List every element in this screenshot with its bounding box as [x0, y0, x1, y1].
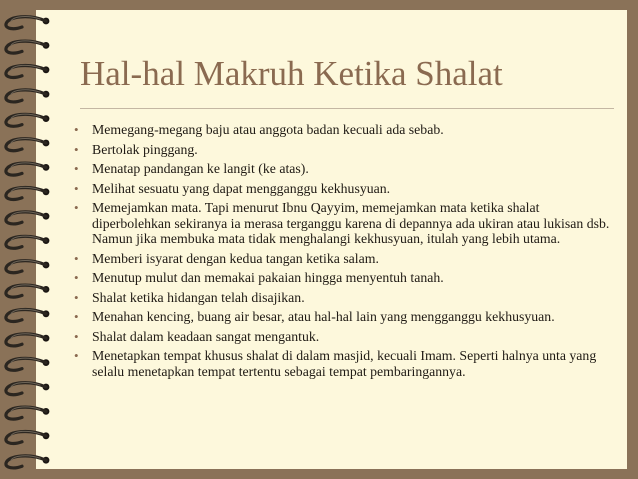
list-item	[72, 309, 612, 325]
list-item-text: Memejamkan mata. Tapi menurut Ibnu Qayyim, memejamkan mata ketika shalat diperbolehkan sekiranya ia merasa terganggu karena di depannya ada ukiran atau lukisan dsb. Namun jika membuka mata tidak menghalangi kekhusyuan, itulah yang lebih utama.	[92, 200, 610, 246]
binding-ring-icon	[6, 41, 49, 53]
binding-ring-icon	[6, 17, 49, 29]
spiral-binding-rings	[0, 0, 60, 479]
binding-ring-icon	[6, 236, 49, 248]
list-item-text: Menatap pandangan ke langit (ke atas).	[92, 161, 309, 176]
bullet-icon: •	[74, 309, 79, 324]
list-item	[72, 290, 612, 306]
bullet-icon: •	[74, 328, 79, 344]
list-item-text: Menutup mulut dan memakai pakaian hingga menyentuh tanah.	[92, 270, 444, 285]
binding-ring-icon	[6, 407, 49, 419]
binding-ring-icon	[6, 358, 49, 370]
list-item-text: Memberi isyarat dengan kedua tangan ketika salam.	[92, 250, 379, 266]
bullet-icon: •	[74, 289, 79, 305]
list-item-text: Memegang-megang baju atau anggota badan kecuali ada sebab.	[92, 122, 444, 137]
list-item-text: Bertolak pinggang.	[92, 141, 198, 157]
list-item	[72, 122, 612, 138]
list-item	[72, 142, 612, 158]
list-item	[72, 348, 612, 379]
list-item	[72, 251, 612, 267]
slide-title: Hal-hal Makruh Ketika Shalat	[80, 54, 503, 93]
bullet-icon: •	[74, 348, 79, 363]
binding-ring-icon	[6, 90, 49, 102]
list-item	[72, 181, 612, 197]
bullet-icon: •	[74, 161, 79, 176]
list-item-text: Menetapkan tempat khusus shalat di dalam masjid, kecuali Imam. Seperti halnya unta yang selalu menetapkan tempat tertentu sebagai tempat pembaringannya.	[92, 348, 597, 379]
list-item-text: Melihat sesuatu yang dapat mengganggu kekhusyuan.	[92, 180, 391, 196]
bullet-icon: •	[74, 180, 79, 196]
bullet-list	[72, 122, 612, 383]
binding-ring-icon	[6, 139, 49, 151]
binding-ring-icon	[6, 114, 49, 126]
binding-ring-icon	[6, 212, 49, 224]
list-item	[72, 161, 612, 177]
bullet-icon: •	[74, 141, 79, 157]
binding-ring-icon	[6, 383, 49, 395]
bullet-icon: •	[74, 270, 79, 285]
binding-ring-icon	[6, 431, 49, 443]
binding-ring-icon	[6, 187, 49, 199]
list-item-text: Shalat dalam keadaan sangat mengantuk.	[92, 328, 320, 344]
bullet-icon: •	[74, 200, 79, 215]
bullet-icon: •	[74, 122, 79, 137]
binding-ring-icon	[6, 163, 49, 175]
list-item-text: Shalat ketika hidangan telah disajikan.	[92, 289, 305, 305]
bullet-icon: •	[74, 250, 79, 266]
list-item-text: Menahan kencing, buang air besar, atau hal-hal lain yang mengganggu kekhusyuan.	[92, 309, 555, 324]
list-item	[72, 329, 612, 345]
binding-ring-icon	[6, 309, 49, 321]
binding-ring-icon	[6, 261, 49, 273]
binding-ring-icon	[6, 456, 49, 468]
list-item	[72, 270, 612, 286]
list-item	[72, 200, 612, 247]
binding-ring-icon	[6, 65, 49, 77]
binding-ring-icon	[6, 285, 49, 297]
binding-ring-icon	[6, 334, 49, 346]
title-divider	[80, 108, 614, 109]
